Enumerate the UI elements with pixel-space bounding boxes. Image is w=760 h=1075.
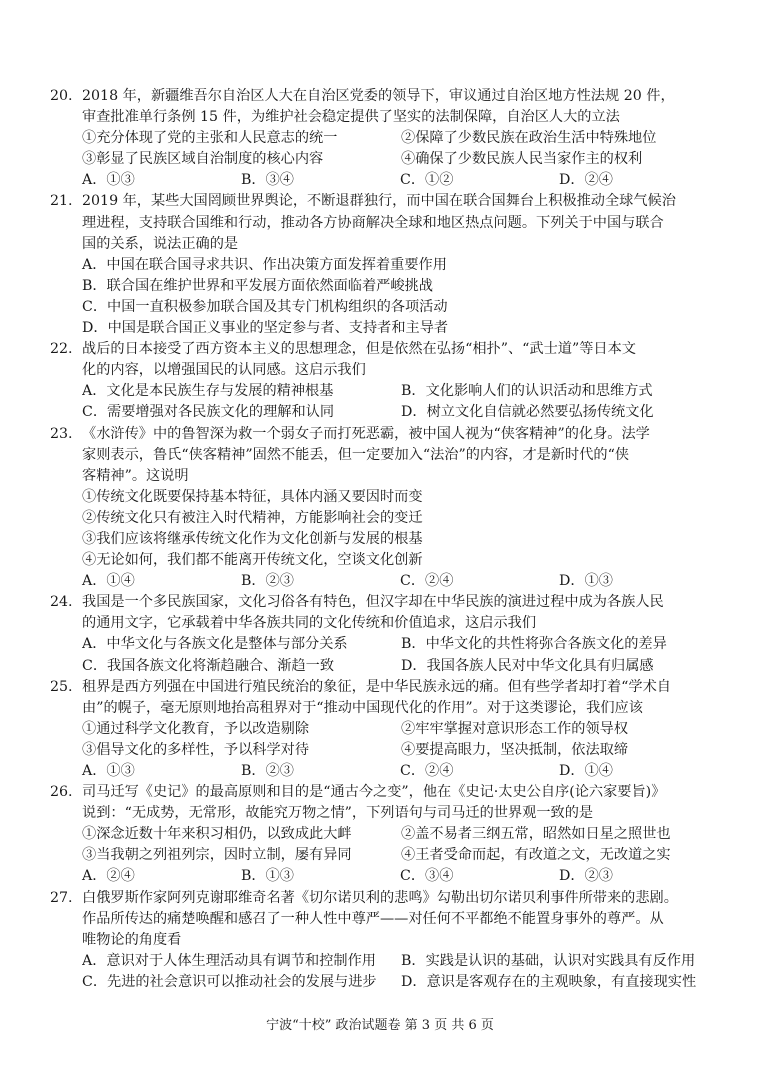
statement-row: [50, 845, 720, 866]
question-list: [50, 86, 720, 993]
option-b: B．②③: [241, 763, 294, 779]
option-c: C．②④: [400, 573, 454, 590]
option-c: C．我国各族文化将渐趋融合、渐趋一致: [82, 657, 335, 674]
statement: ②牢牢掌握对意识形态工作的领导权: [401, 720, 629, 737]
option-b: B．联合国在维护世界和平发展方面依然面临着严峻挑战: [82, 277, 433, 294]
option-c: C．①②: [400, 172, 454, 189]
statement: ②盖不易者三纲五常，昭然如日星之照世也: [401, 826, 671, 843]
option-a: A．中华文化与各族文化是整体与部分关系: [82, 636, 348, 653]
question-stem: [50, 191, 720, 254]
question-number: 25.: [50, 678, 73, 695]
statement: ③彰显了民族区域自治制度的核心内容: [82, 151, 324, 168]
question-22: [50, 339, 720, 423]
answer-options: [50, 402, 720, 423]
stem-line: 作品所传达的痛楚唤醒和感召了一种人性中尊严——对任何不平都绝不能置身事外的尊严。从: [82, 910, 664, 927]
question-stem: [50, 677, 720, 719]
option-b: B．中华文化的共性将弥合各族文化的差异: [401, 636, 667, 653]
option-c: C．中国一直积极参加联合国及其专门机构组织的各项活动: [82, 298, 448, 315]
option-a: A．中国在联合国寻求共识、作出决策方面发挥着重要作用: [82, 256, 447, 273]
page-footer: 宁波“十校” 政治试题卷 第 3 页 共 6 页: [266, 1018, 494, 1033]
statement: ①充分体现了党的主张和人民意志的统一: [82, 130, 338, 147]
statement-row: [50, 128, 720, 149]
option-d: D．②③: [559, 868, 613, 885]
stem-line: 由”的幌子，毫无原则地抬高租界对于“推动中国现代化的作用”。对于这类谬论，我们应该: [82, 699, 643, 716]
answer-options: [50, 170, 720, 191]
stem-line: 2019 年，某些大国罔顾世界舆论，不断退群独行，而中国在联合国舞台上积极推动全球气候治: [82, 193, 676, 210]
option-c: C．需要增强对各民族文化的理解和认同: [82, 404, 335, 421]
option-d: D．我国各族人民对中华文化具有归属感: [401, 657, 654, 674]
option-a: A．②④: [82, 868, 135, 885]
option-d: D．中国是联合国正义事业的坚定参与者、支持者和主导者: [82, 320, 449, 337]
question-number: 24.: [50, 594, 73, 611]
answer-options: [50, 571, 720, 592]
stem-line: 《水浒传》中的鲁智深为救一个弱女子而打死恶霸，被中国人视为“侠客精神”的化身。法学: [82, 425, 650, 442]
question-21: [50, 191, 720, 339]
question-number: 21.: [50, 193, 73, 210]
question-26: [50, 782, 720, 887]
answer-options: [50, 972, 720, 993]
stem-line: 说到：“无成势，无常形，故能究万物之情”，下列语句与司马迁的世界观一致的是: [82, 805, 594, 822]
statement-row: [50, 740, 720, 761]
option-d: D．①③: [559, 573, 613, 590]
statement-row: [50, 824, 720, 845]
question-25: [50, 677, 720, 782]
answer-options: [50, 381, 720, 402]
option-a: A．①③: [82, 172, 135, 189]
option-c: C．③④: [400, 868, 454, 885]
option-b: B．③④: [241, 172, 294, 189]
statement: ②保障了少数民族在政治生活中特殊地位: [401, 130, 657, 147]
question-stem: [50, 339, 720, 381]
question-number: 26.: [50, 784, 73, 801]
statement: ④无论如何，我们都不能离开传统文化，空谈文化创新: [82, 552, 423, 569]
option-d: D．②④: [559, 172, 613, 189]
statement: ④确保了少数民族人民当家作主的权利: [401, 151, 643, 168]
option-b: B．②③: [241, 573, 294, 590]
option-b: B．文化影响人们的认识活动和思维方式: [401, 383, 653, 400]
question-stem: [50, 782, 720, 824]
option-d: D．意识是客观存在的主观映象，有直接现实性: [401, 973, 697, 990]
stem-line: 家则表示，鲁氏“侠客精神”固然不能丢，但一定要加入“法治”的内容，才是新时代的“侠: [82, 446, 630, 463]
question-number: 23.: [50, 425, 73, 442]
statement: ③我们应该将继承传统文化作为文化创新与发展的根基: [82, 530, 423, 547]
stem-line: 2018 年，新疆维吾尔自治区人大在自治区党委的领导下，审议通过自治区地方性法规 20 件，: [82, 88, 675, 104]
option-a: A．意识对于人体生理活动具有调节和控制作用: [82, 952, 376, 969]
answer-options: [50, 634, 720, 655]
statement: ②传统文化只有被注入时代精神，方能影响社会的变迁: [82, 509, 423, 526]
stem-line: 审查批准单行条例 15 件，为维护社会稳定提供了坚实的法制保障，自治区人大的立法: [82, 109, 620, 126]
question-number: 27.: [50, 889, 73, 906]
statement: ④王者受命而起，有改道之文，无改道之实: [401, 847, 671, 864]
stem-line: 的通用文字，它承载着中华各族共同的文化传统和价值追求，这启示我们: [82, 615, 537, 632]
stem-line: 客精神”。这说明: [82, 467, 189, 484]
option-b: B．①③: [241, 868, 294, 885]
question-stem: [50, 592, 720, 634]
option-b: B．实践是认识的基础，认识对实践具有反作用: [401, 952, 696, 969]
question-27: [50, 888, 720, 993]
stem-line: 国的关系，说法正确的是: [82, 235, 239, 252]
stem-line: 唯物论的角度看: [82, 931, 182, 948]
statement: ①传统文化既要保持基本特征，具体内涵又要因时而变: [82, 488, 423, 505]
question-20: [50, 86, 720, 191]
stem-line: 化的内容，以增强国民的认同感。这启示我们: [82, 362, 366, 379]
question-stem: [50, 86, 720, 128]
option-c: C．②④: [400, 763, 454, 779]
question-number: 22.: [50, 341, 73, 358]
option-a: A．①③: [82, 763, 135, 779]
stem-line: 白俄罗斯作家阿列克谢耶维奇名著《切尔诺贝利的悲鸣》勾勒出切尔诺贝利事件所带来的悲剧。: [82, 889, 678, 906]
statement-row: [50, 149, 720, 170]
statement: ①深念近数十年来积习相仍，以致成此大衅: [82, 826, 352, 843]
question-stem: [50, 888, 720, 951]
option-d: D．树立文化自信就必然要弘扬传统文化: [401, 404, 654, 421]
stem-line: 我国是一个多民族国家，文化习俗各有特色，但汉字却在中华民族的演进过程中成为各族人民: [82, 594, 664, 611]
question-stem: [50, 424, 720, 487]
statement: ③当我朝之列祖列宗，因时立制，屡有异同: [82, 847, 352, 864]
answer-options: [50, 761, 720, 782]
option-c: C．先进的社会意识可以推动社会的发展与进步: [82, 973, 377, 990]
question-23: [50, 424, 720, 593]
statement: ③倡导文化的多样性，予以科学对待: [82, 741, 310, 758]
stem-line: 理进程，支持联合国维和行动，推动各方协商解决全球和地区热点问题。下列关于中国与联合: [82, 214, 664, 231]
answer-options: [50, 951, 720, 972]
answer-options: [50, 866, 720, 887]
stem-line: 司马迁写《史记》的最高原则和目的是“通古今之变”，他在《史记·太史公自序(论六家要旨)》: [82, 784, 666, 801]
question-24: [50, 592, 720, 676]
statement-row: [50, 719, 720, 740]
statement: ①通过科学文化教育，予以改造剔除: [82, 720, 310, 737]
stem-line: 租界是西方列强在中国进行殖民统治的象征，是中华民族永远的痛。但有些学者却打着“学术自: [82, 678, 671, 695]
answer-options: [50, 656, 720, 677]
stem-line: 战后的日本接受了西方资本主义的思想理念，但是依然在弘扬“相扑”、“武士道”等日本文: [82, 341, 636, 358]
statement: ④要提高眼力，坚决抵制，依法取缔: [401, 741, 629, 758]
option-a: A．①④: [82, 573, 135, 590]
question-number: 20.: [50, 88, 73, 104]
option-d: D．①④: [559, 763, 613, 779]
option-a: A．文化是本民族生存与发展的精神根基: [82, 383, 334, 400]
